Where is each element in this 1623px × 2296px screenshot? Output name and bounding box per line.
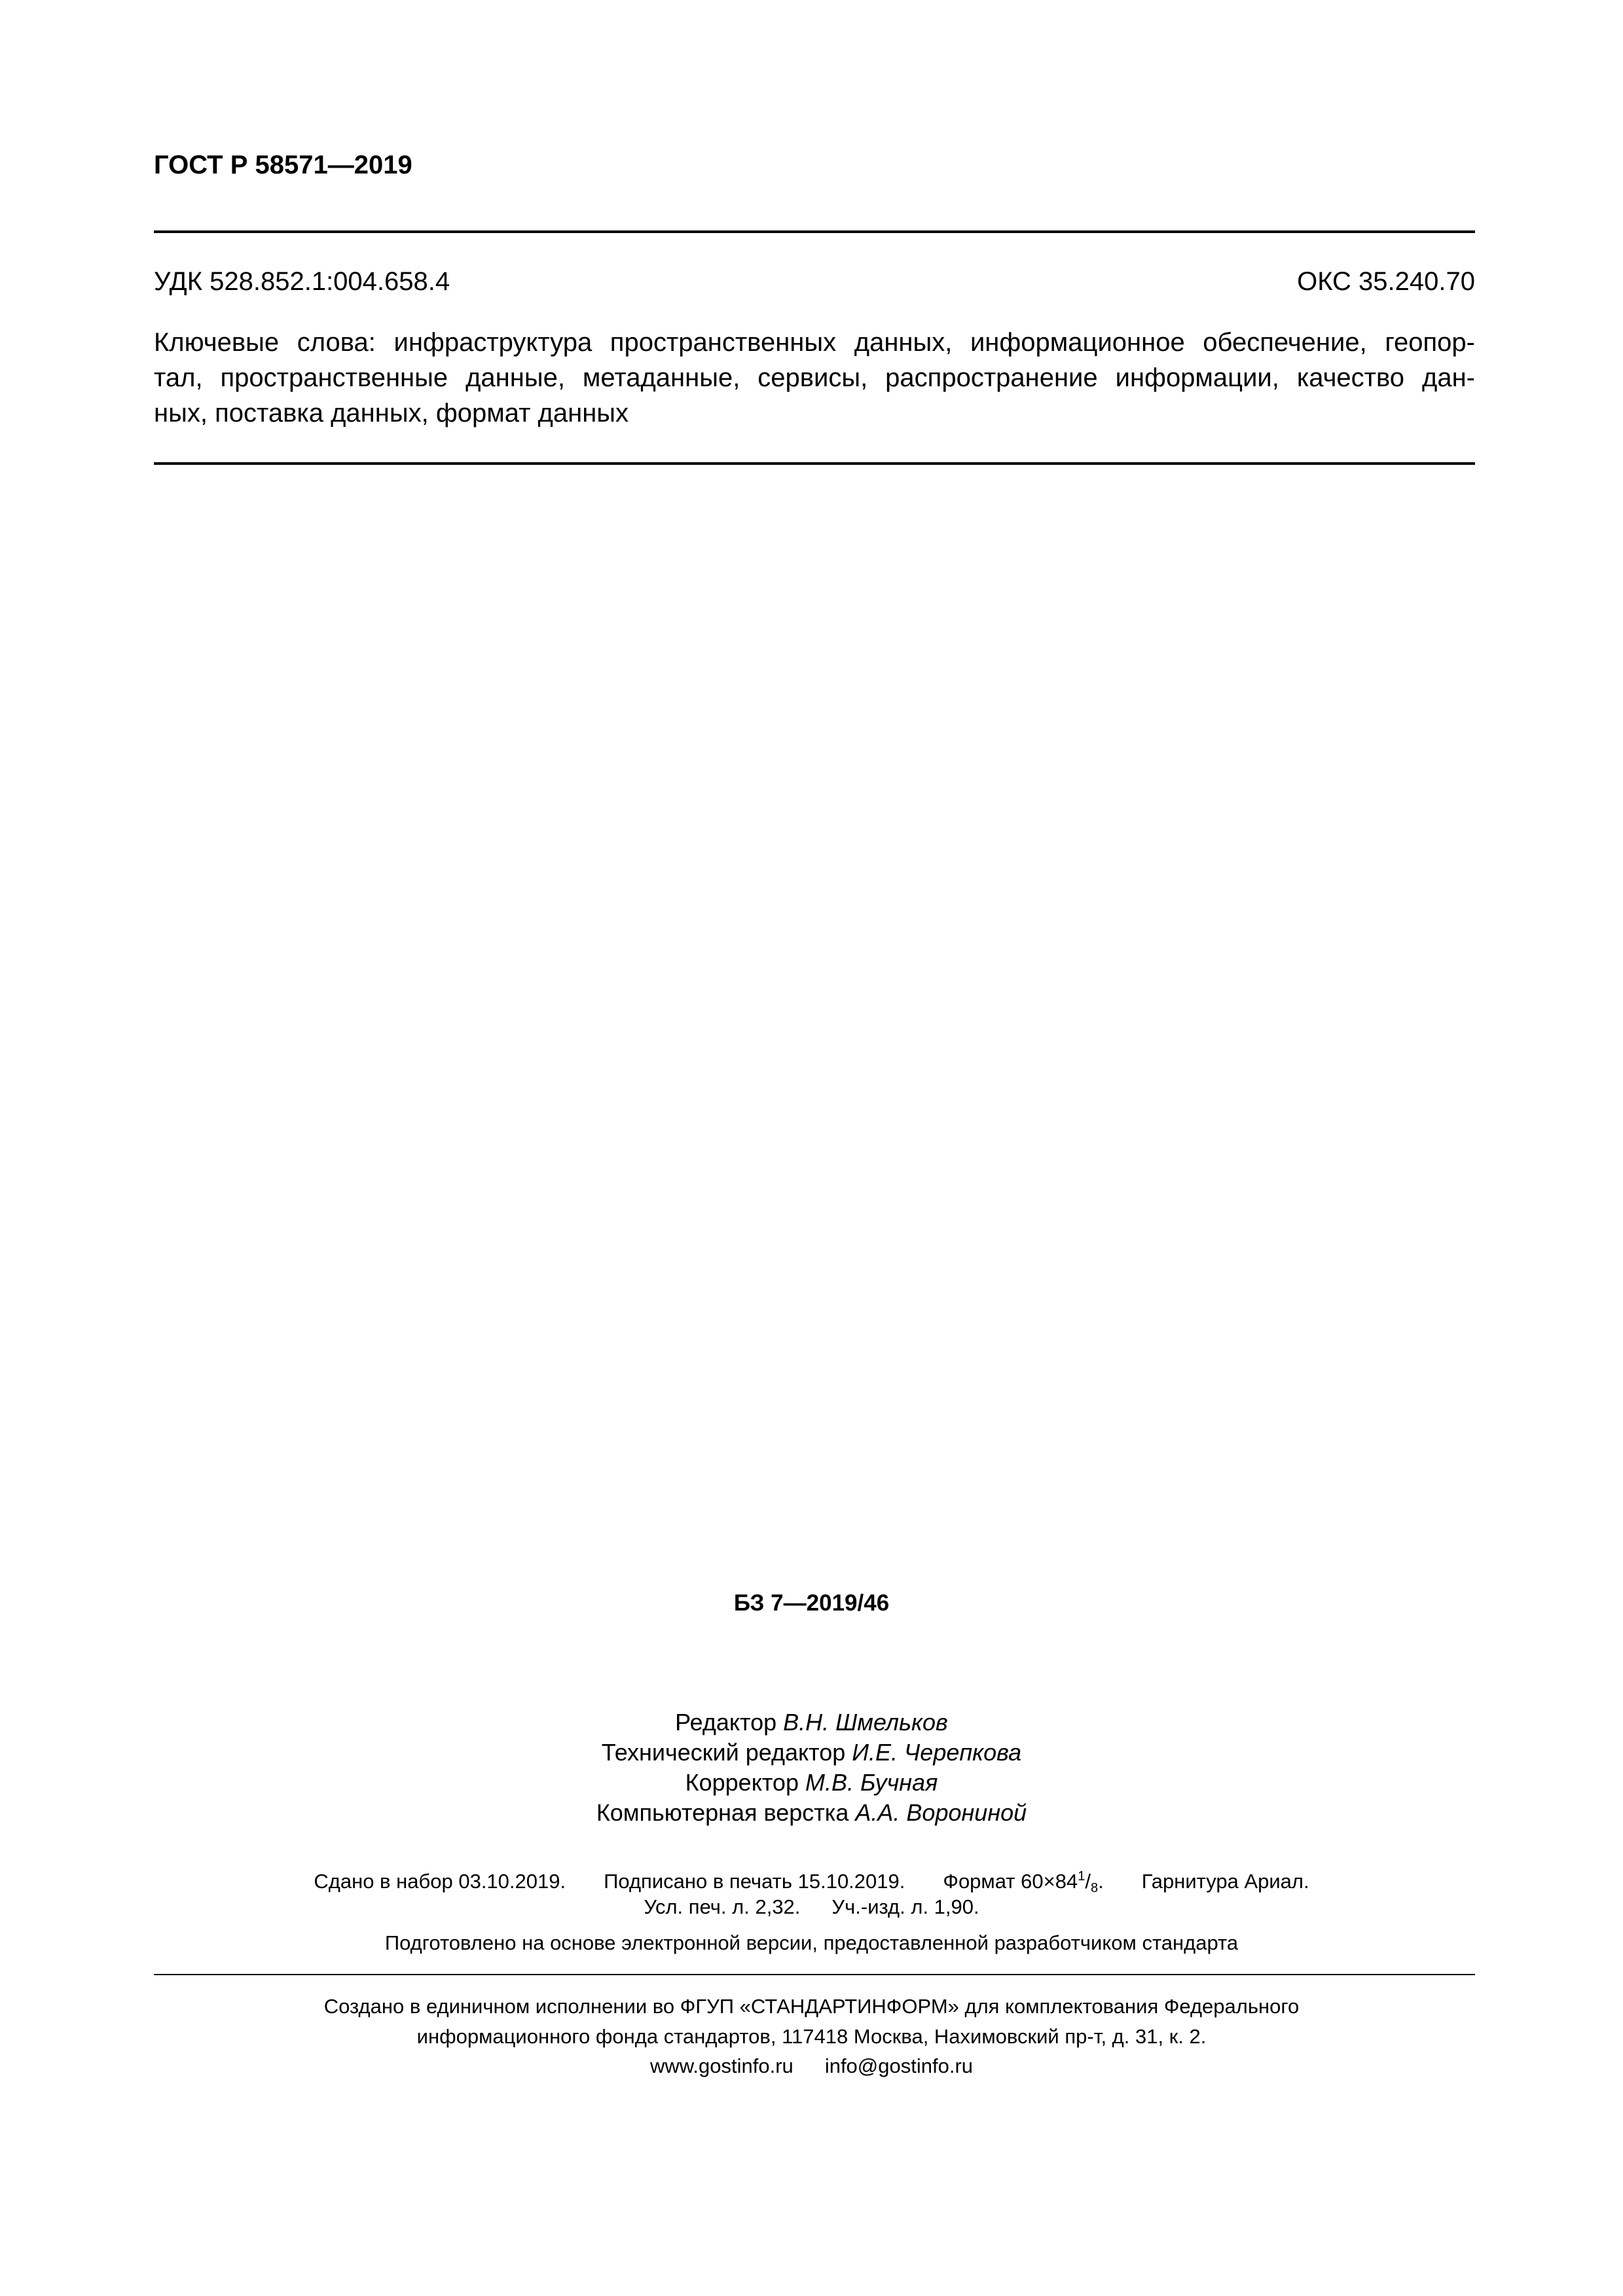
footer-email-link[interactable]: info@gostinfo.ru	[824, 2054, 974, 2077]
keywords-line: тал, пространственные данные, метаданные, сервисы, распространение информации, качество дан-	[154, 363, 1475, 392]
oks-code: ОКС 35.240.70	[1297, 267, 1475, 296]
credit-corrector: Корректор М.В. Бучная	[685, 1769, 938, 1796]
imprint-typeface: Гарнитура Ариал.	[1141, 1870, 1309, 1893]
imprint-format: Формат $60\times 84^1/_8$.	[943, 1869, 1104, 1895]
credit-layout: Компьютерная верстка А.А. Ворониной	[596, 1799, 1027, 1826]
footer-line-2: информационного фонда стандартов, 117418 Москва, Нахимовский пр-т, д. 31, к. 2.	[416, 2025, 1207, 2048]
keywords-line: ных, поставка данных, формат данных	[154, 399, 629, 428]
keywords-divider	[154, 462, 1475, 465]
imprint-prepared: Подготовлено на основе электронной версии, предоставленной разработчиком стандарта	[384, 1931, 1239, 1954]
keywords-line: Ключевые слова: инфраструктура пространственных данных, информационное обеспечение, геопор-	[154, 328, 1475, 357]
credit-editor: Редактор В.Н. Шмельков	[675, 1709, 948, 1736]
footer-line-1: Создано в единичном исполнении во ФГУП «СТАНДАРТИНФОРМ» для комплектования Федерального	[323, 1995, 1300, 2018]
imprint-line-2	[0, 1894, 1623, 1920]
top-divider	[154, 230, 1475, 233]
document-code: ГОСТ Р 58571—2019	[154, 151, 412, 179]
footer-contacts	[0, 2053, 1623, 2079]
credits-block	[0, 1707, 1623, 1828]
imprint-pub-sheets: Уч.-изд. л. 1,90.	[831, 1895, 979, 1918]
footer-website-link[interactable]: www.gostinfo.ru	[649, 2054, 793, 2077]
imprint-submitted: Сдано в набор 03.10.2019.	[314, 1870, 566, 1893]
credit-technical-editor: Технический редактор И.Е. Черепкова	[601, 1739, 1022, 1766]
bz-number: БЗ 7—2019/46	[733, 1590, 890, 1616]
imprint-signed: Подписано в печать 15.10.2019.	[604, 1870, 905, 1893]
keywords-paragraph	[154, 325, 1475, 431]
imprint-print-sheets: Усл. печ. л. 2,32.	[644, 1895, 801, 1918]
udk-code: УДК 528.852.1:004.658.4	[154, 267, 450, 296]
footer-divider	[154, 1974, 1475, 1975]
